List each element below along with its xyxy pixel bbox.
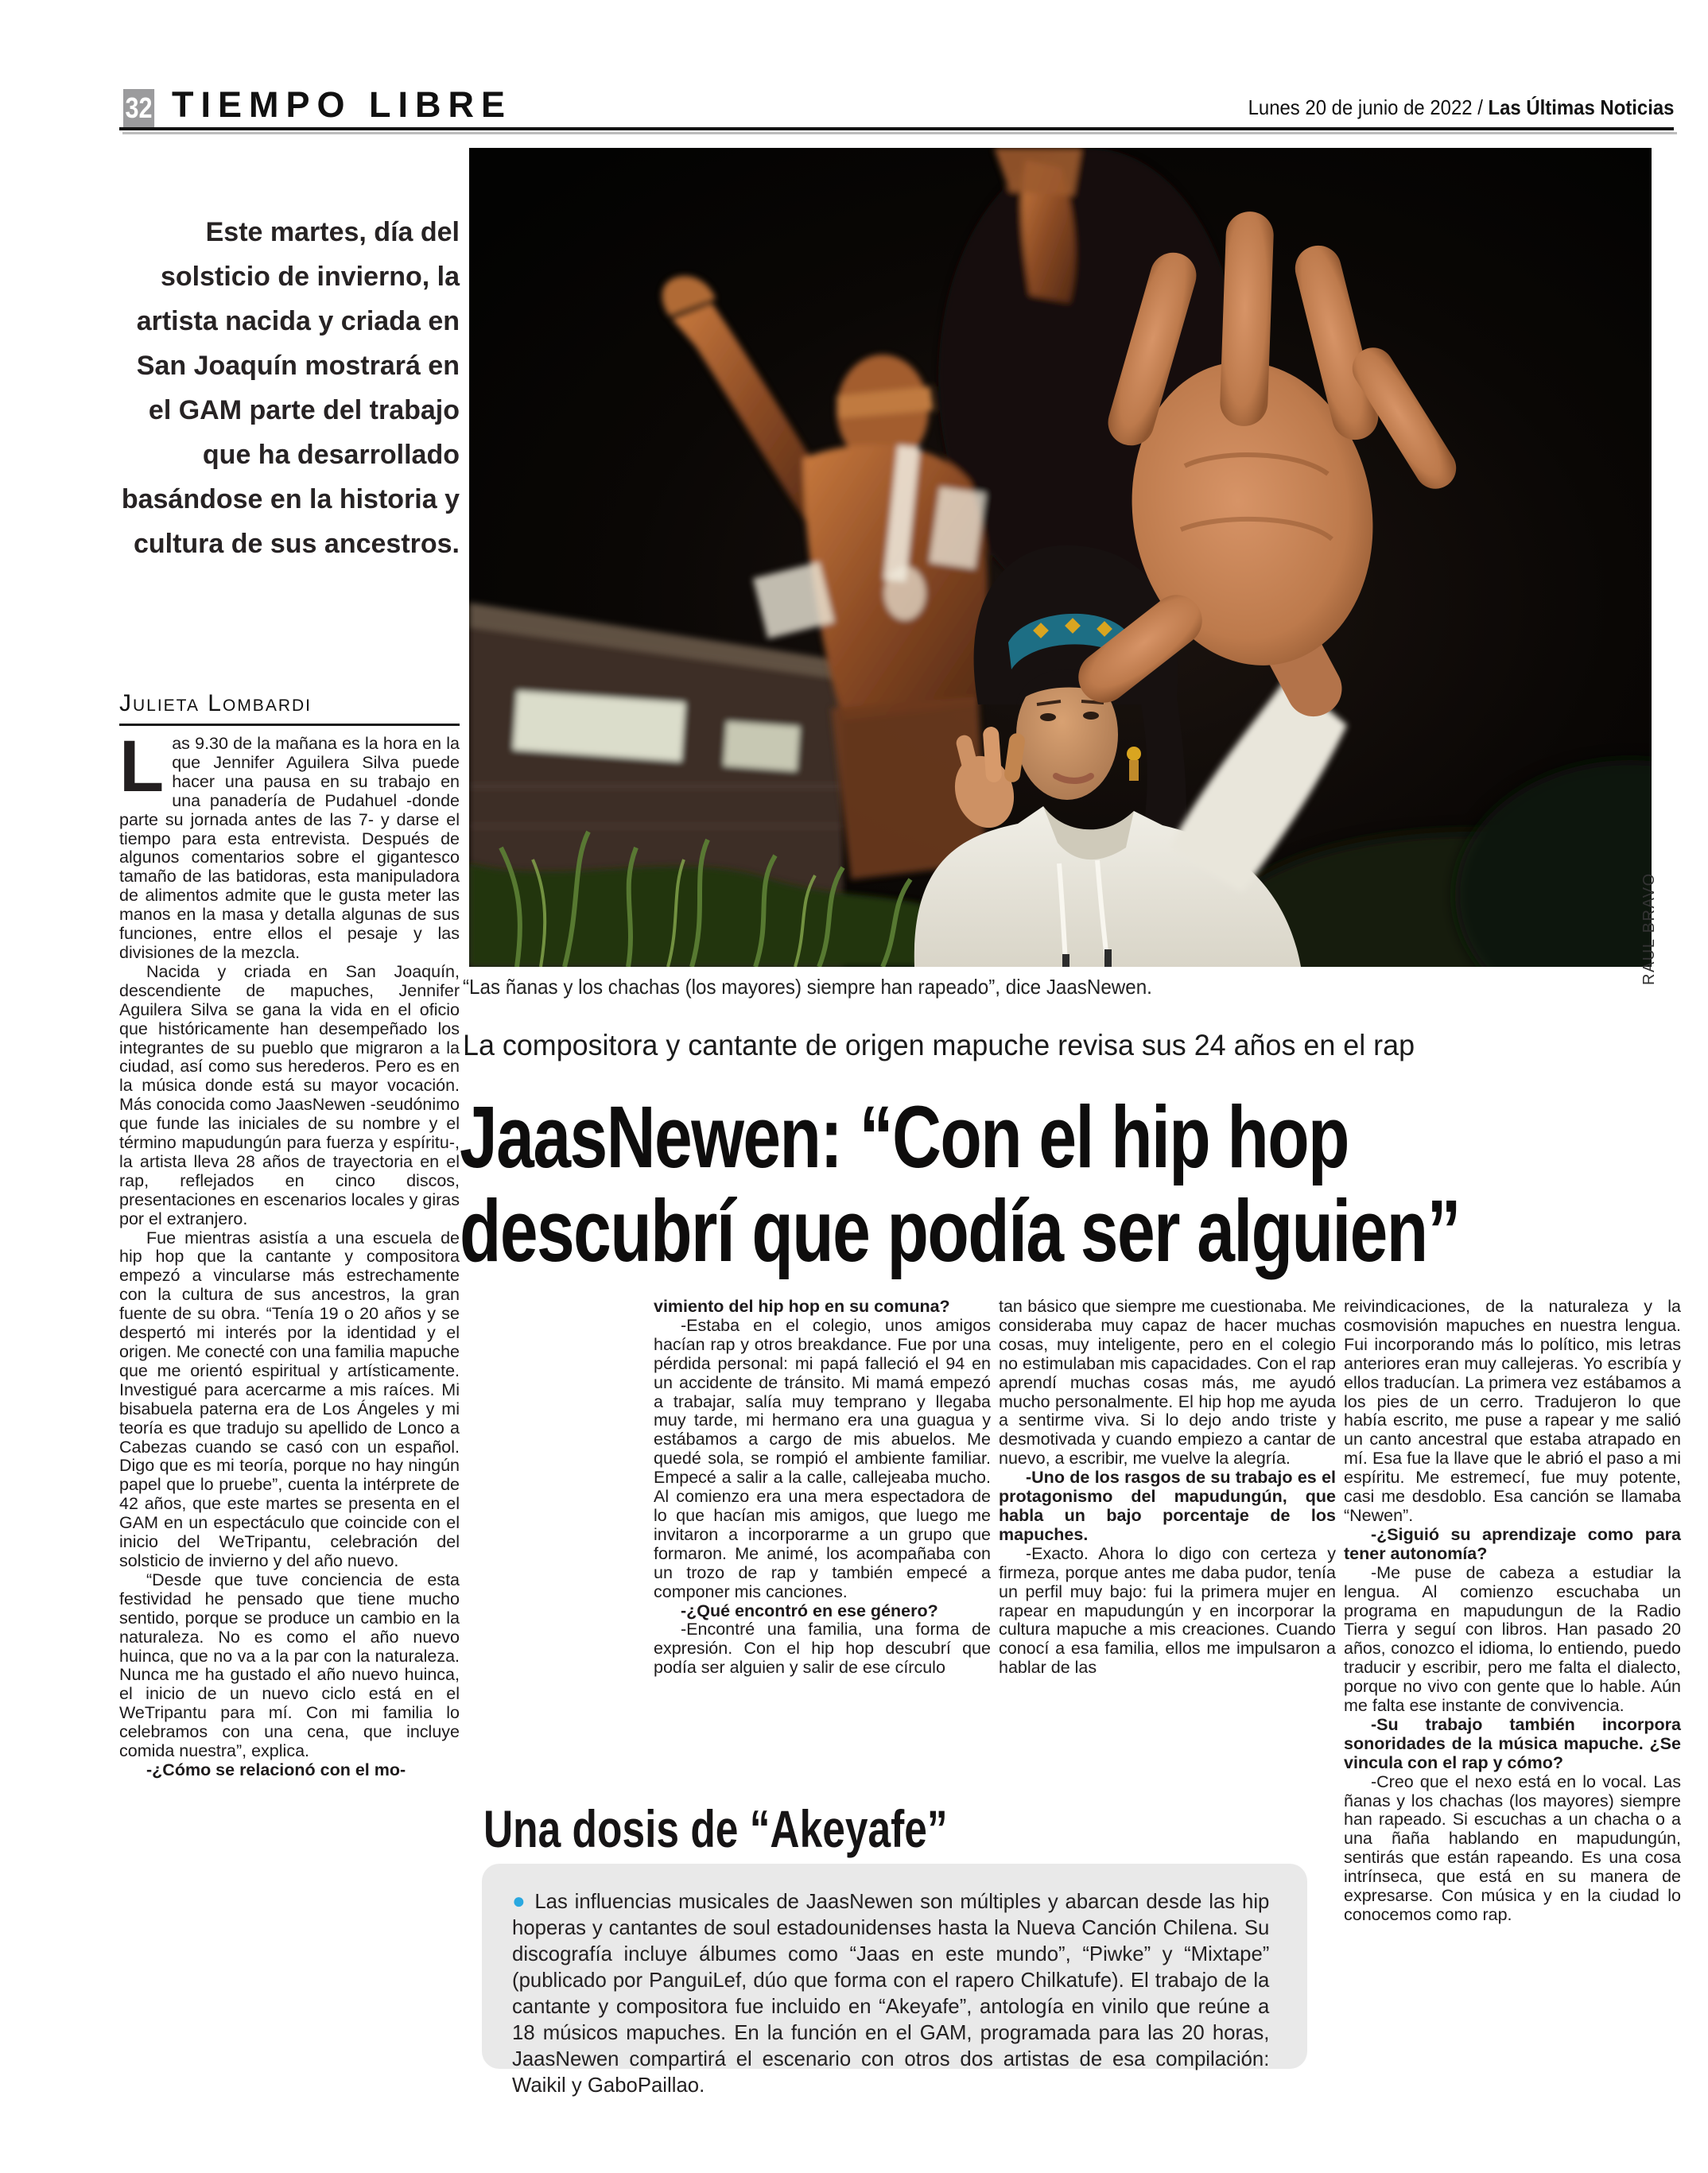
finger-middle	[1219, 211, 1274, 427]
headline-line-2: descubrí que podía ser alguien”	[460, 1182, 1461, 1280]
info-box-content	[512, 1888, 1269, 2098]
interview-answer: -Exacto. Ahora lo digo con certeza y firmeza, porque antes me daba pudor, tenía un perfil muy bajo: fui la primera mujer en rapear en mapudungún y en incorporar la cultura mapuche a mis creaciones. Cuando conocí a esa familia, ellos me impulsaron a hablar de las	[999, 1543, 1336, 1678]
interview-answer: reivindicaciones, de la naturaleza y la cosmovisión mapuches en nuestra lengua. Fui incorporando más lo político, mis letras anteriores eran muy callejeras. Yo escribía y ellos traducían. La primera vez estábamos a los pies de un cerro. Tradujeron lo que había escrito, me puse a rapear y me salió un canto ancestral que estaba atrapado en mí. Esa fue la llave que le abrió el paso a mi espíritu. Me estremecí, fue muy potente, casi me desdoblo. Esa canción se llamaba “Newen”.	[1344, 1297, 1681, 1525]
header-rule-shadow	[122, 132, 1677, 134]
paragraph-text: as 9.30 de la mañana es la hora en la que Jennifer Aguilera Silva puede hacer una pausa en su trabajo en una panadería de Pudahuel -donde parte su jornada antes de las 7- y darse el tiempo para esta entrevista. Después de algunos comentarios sobre el gigantesco tamaño de las batidoras, esta manipuladora de alimentos admite que le gusta meter las manos en la masa y detalla algunas de sus funciones, entre ellos el pesaje y las divisiones de la mezcla.	[119, 734, 460, 962]
article-paragraph: Nacida y criada en San Joaquín, descendiente de mapuches, Jennifer Aguilera Silva se gana la vida en el oficio que históricamente han desempeñado los integrantes de su pueblo que migraron a la ciudad, así como sus herederos. Pero es en la música donde está su mayor vocación. Más conocida como JaasNewen -seudónimo que funde las iniciales de su nombre y el término mapudungún para fuerza y espíritu-, la artista lleva 28 años de trayectoria en el rap, reflejados en cinco discos, presentaciones en escenarios locales y giras por el extranjero.	[119, 961, 460, 1228]
info-box-text: Las influencias musicales de JaasNewen son múltiples y abarcan desde las hip hoperas y cantantes de soul estadounidenses hasta la Nueva Canción Chilena. Su discografía incluye álbumes como “Jaas en este mundo”, “Piwke” y “Mixtape” (publicado por PanguiLef, dúo que forma con el rapero Chilkatufe). El trabajo de la cantante y compositora fue incluido en “Akeyafe”, antología en vinilo que reúne a 18 músicos mapuches. En la función en el GAM, programada para las 20 horas, JaasNewen compartirá el escenario con otros dos artistas de esa compilación: Waikil y GaboPaillao.	[512, 1889, 1270, 2097]
date-separator: /	[1472, 95, 1489, 119]
article-paragraph	[119, 726, 460, 963]
header-rule	[119, 127, 1674, 130]
date-text: Lunes 20 de junio de 2022	[1248, 95, 1473, 119]
page-number-badge	[123, 89, 154, 127]
earring	[1127, 747, 1141, 761]
interview-answer: -Me puse de cabeza a estudiar la lengua. Al comienzo escuchaba un programa en mapudungun de la Radio Tierra y seguí con libros. Han pasado 20 años, conozco el idioma, lo entiendo, puedo traducir y escribir, pero me falta el dialecto, porque no vivo con gente que lo hable. Aún me falta ese instante de convivencia.	[1344, 1562, 1681, 1716]
page-number: 32	[125, 91, 153, 124]
headline-line-1: JaasNewen: “Con el hip hop	[460, 1088, 1349, 1186]
earring	[1129, 760, 1139, 781]
interview-question: -Uno de los rasgos de su trabajo es el protagonismo del mapudungún, que habla un bajo porcentaje de los mapuches.	[999, 1468, 1336, 1544]
lead-intro: Este martes, día del solsticio de invierno, la artista nacida y criada en San Joaquín mostrará en el GAM parte del trabajo que ha desarrollado basándose en la historia y cultura de sus ancestros.	[121, 217, 460, 559]
interview-question: -¿Qué encontró en ese género?	[681, 1601, 938, 1620]
box-section-title: Una dosis de “Akeyafe”	[483, 1799, 948, 1858]
publication-name: Las Últimas Noticias	[1488, 95, 1674, 119]
interview-answer: -Estaba en el colegio, unos amigos hacían rap y otros breakdance. Fue por una pérdida personal: mi papá falleció el 94 en un accidente de tránsito. Mi mamá empezó a trabajar, salía muy temprano y llegaba muy tarde, mi hermano era una guagua y estábamos a cargo de mis abuelos. Me quedé sola, se rompió el ambiente familiar. Empecé a salir a la calle, callejeaba mucho. Al comienzo era una mera espectadora de lo que hacían mis amigos, que luego me invitaron a incorporarme a un grupo que formaron. Me animé, los acompañaba con un trozo de rap y también empecé a componer mis canciones.	[654, 1315, 991, 1601]
article-paragraph: “Desde que tuve conciencia de esta festividad he pensado que tiene mucho sentido, porque se produce un cambio en la naturaleza. No es como el año nuevo huinca, que no va a la par con la naturaleza. Nunca me ha gustado el año nuevo huinca, el inicio de un nuevo ciclo está en el WeTripantu para mí. Con mi familia lo celebramos con una cena, que incluye comida nuestra”, explica.	[119, 1570, 460, 1761]
feature-photo	[469, 148, 1652, 967]
kicker: La compositora y cantante de origen mapuche revisa sus 24 años en el rap	[463, 1029, 1415, 1061]
headline	[460, 1088, 1708, 1280]
info-box	[482, 1864, 1307, 2097]
body-column-2	[999, 1298, 1336, 1678]
left-article-column	[119, 726, 460, 1780]
body-column-1	[654, 1298, 991, 1678]
interview-question: -¿Cómo se relacionó con el mo-	[146, 1760, 406, 1779]
interview-question: -¿Siguió su aprendizaje como para tener autonomía?	[1344, 1524, 1681, 1563]
eye	[1083, 712, 1099, 720]
interview-question: -Su trabajo también incorpora sonoridades de la música mapuche. ¿Se vincula con el rap y cómo?	[1344, 1714, 1681, 1772]
byline: Julieta Lombardi	[119, 690, 460, 726]
article-paragraph: Fue mientras asistía a una escuela de hip hop que la cantante y compositora empezó a vincularse más estrechamente con la cultura de sus ancestros, la gran fuente de su obra. “Tenía 19 o 20 años y se despertó mi interés por la identidad y el origen. Me conecté con una familia mapuche que me orientó espiritual y artísticamente. Investigué para acercarme a mis raíces. Mi bisabuela paterna era de Los Ángeles y mi teoría es que tradujo su apellido de Lonco a Cabezas cuando se casó con un español. Digo que es mi teoría, porque no hay ningún papel que lo pruebe”, cuenta la intérprete de 42 años, que este martes se presenta en el GAM en un espectáculo que coincide con el inicio del WeTripantu, celebración del solsticio de invierno y del año nuevo.	[119, 1228, 460, 1570]
bullet-icon: ●	[512, 1888, 527, 1913]
interview-answer: -Creo que el nexo está en lo vocal. Las ñanas y los chachas (los mayores) siempre han rapeado. Si escuchas a un chacha o a una ñaña hablando en mapudungún, sentirás que están rapeando. Es una cosa intrínseca, que está en su manera de expresarse. Con música y en la ciudad lo conocemos como rap.	[1344, 1771, 1681, 1924]
interview-answer: -Encontré una familia, una forma de expresión. Con el hip hop descubrí que podía ser alguien y salir de ese círculo	[654, 1620, 991, 1678]
feature-photo-illustration	[469, 148, 1652, 967]
interview-question: vimiento del hip hop en su comuna?	[654, 1297, 950, 1316]
eye	[1040, 713, 1056, 721]
dateline	[1248, 95, 1674, 120]
body-column-3	[1344, 1298, 1681, 1925]
photo-credit-text: RAUL BRAVO	[1640, 872, 1658, 985]
lit-window	[724, 721, 800, 770]
photo-caption: “Las ñanas y los chachas (los mayores) siempre han rapeado”, dice JaasNewen.	[463, 975, 1152, 999]
lit-window	[513, 691, 685, 762]
drop-cap: L	[119, 726, 165, 807]
section-title: TIEMPO LIBRE	[172, 84, 513, 125]
interview-answer: tan básico que siempre me cuestionaba. Me consideraba muy capaz de hacer muchas cosas, muy inteligente, pero en el colegio no estimulaban mis capacidades. Con el rap aprendí muchas cosas más, me ayudó mucho personalmente. El hip hop me ayuda a sentirme viva. Si lo dejo ando triste y desmotivada y cuando empiezo a cantar de nuevo, a escribir, me vuelve la alegría.	[999, 1297, 1336, 1469]
